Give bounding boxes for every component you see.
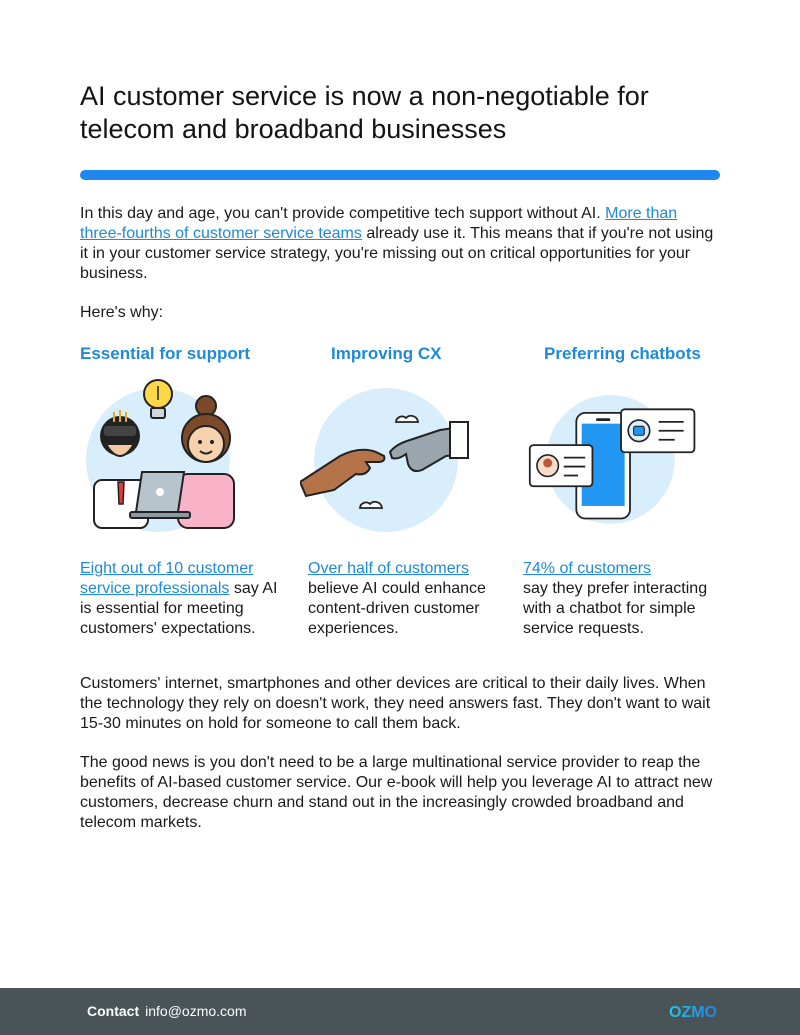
body-paragraph-1: Customers' internet, smartphones and other devices are critical to their daily lives. When the technology they rely on doesn't work, they need answers fast. They don't want to wait 15-30 minutes on hold for someone to call them back. xyxy=(80,675,711,732)
column-title-essential: Essential for support xyxy=(80,344,251,363)
column-body-cx: believe AI could enhance content-driven customer experiences. xyxy=(308,580,486,637)
human-robot-hands-illustration xyxy=(300,372,470,537)
ozmo-logo-text: OZMO xyxy=(669,1004,717,1021)
column-link-chatbots[interactable]: 74% of customers xyxy=(523,560,652,577)
intro-text-before: In this day and age, you can't provide competitive tech support without AI. xyxy=(80,205,606,222)
ozmo-logo xyxy=(669,1000,721,1022)
column-body-essential: say AI is essential for meeting customers' expectations. xyxy=(80,580,278,637)
column-body-chatbots: say they prefer interacting with a chatbot for simple service requests. xyxy=(523,580,708,637)
phone-chatbot-illustration xyxy=(528,372,698,537)
column-link-essential[interactable]: Eight out of 10 customer service professionals xyxy=(80,560,254,597)
footer-contact xyxy=(87,1003,246,1019)
heres-why-label: Here's why: xyxy=(80,304,164,321)
intro-stat-link[interactable]: More than three-fourths of customer service teams xyxy=(80,205,678,242)
footer xyxy=(0,988,800,1035)
title-divider xyxy=(80,170,720,180)
column-text-chatbots xyxy=(523,559,723,639)
column-text-essential xyxy=(80,559,280,639)
intro-text-after: already use it. This means that if you're not using it in your customer service strategy, you're missing out on critical opportunities for your business. xyxy=(80,225,714,282)
column-link-cx[interactable]: Over half of customers xyxy=(308,560,469,577)
column-title-cx: Improving CX xyxy=(331,344,442,363)
people-laptop-lightbulb-illustration xyxy=(80,372,250,537)
column-text-cx xyxy=(308,559,493,639)
page-title: AI customer service is now a non-negotiable for telecom and broadband businesses xyxy=(80,81,649,144)
footer-email-link[interactable]: info@ozmo.com xyxy=(145,1003,247,1019)
intro-paragraph xyxy=(80,204,720,284)
column-title-chatbots: Preferring chatbots xyxy=(544,344,701,363)
footer-contact-label: Contact xyxy=(87,1003,140,1019)
body-paragraph-2: The good news is you don't need to be a large multinational service provider to reap the benefits of AI-based customer service. Our e-book will help you leverage AI to attract new customers, decrease churn and stand out in the increasingly crowded broadband and telecom markets. xyxy=(80,754,713,831)
